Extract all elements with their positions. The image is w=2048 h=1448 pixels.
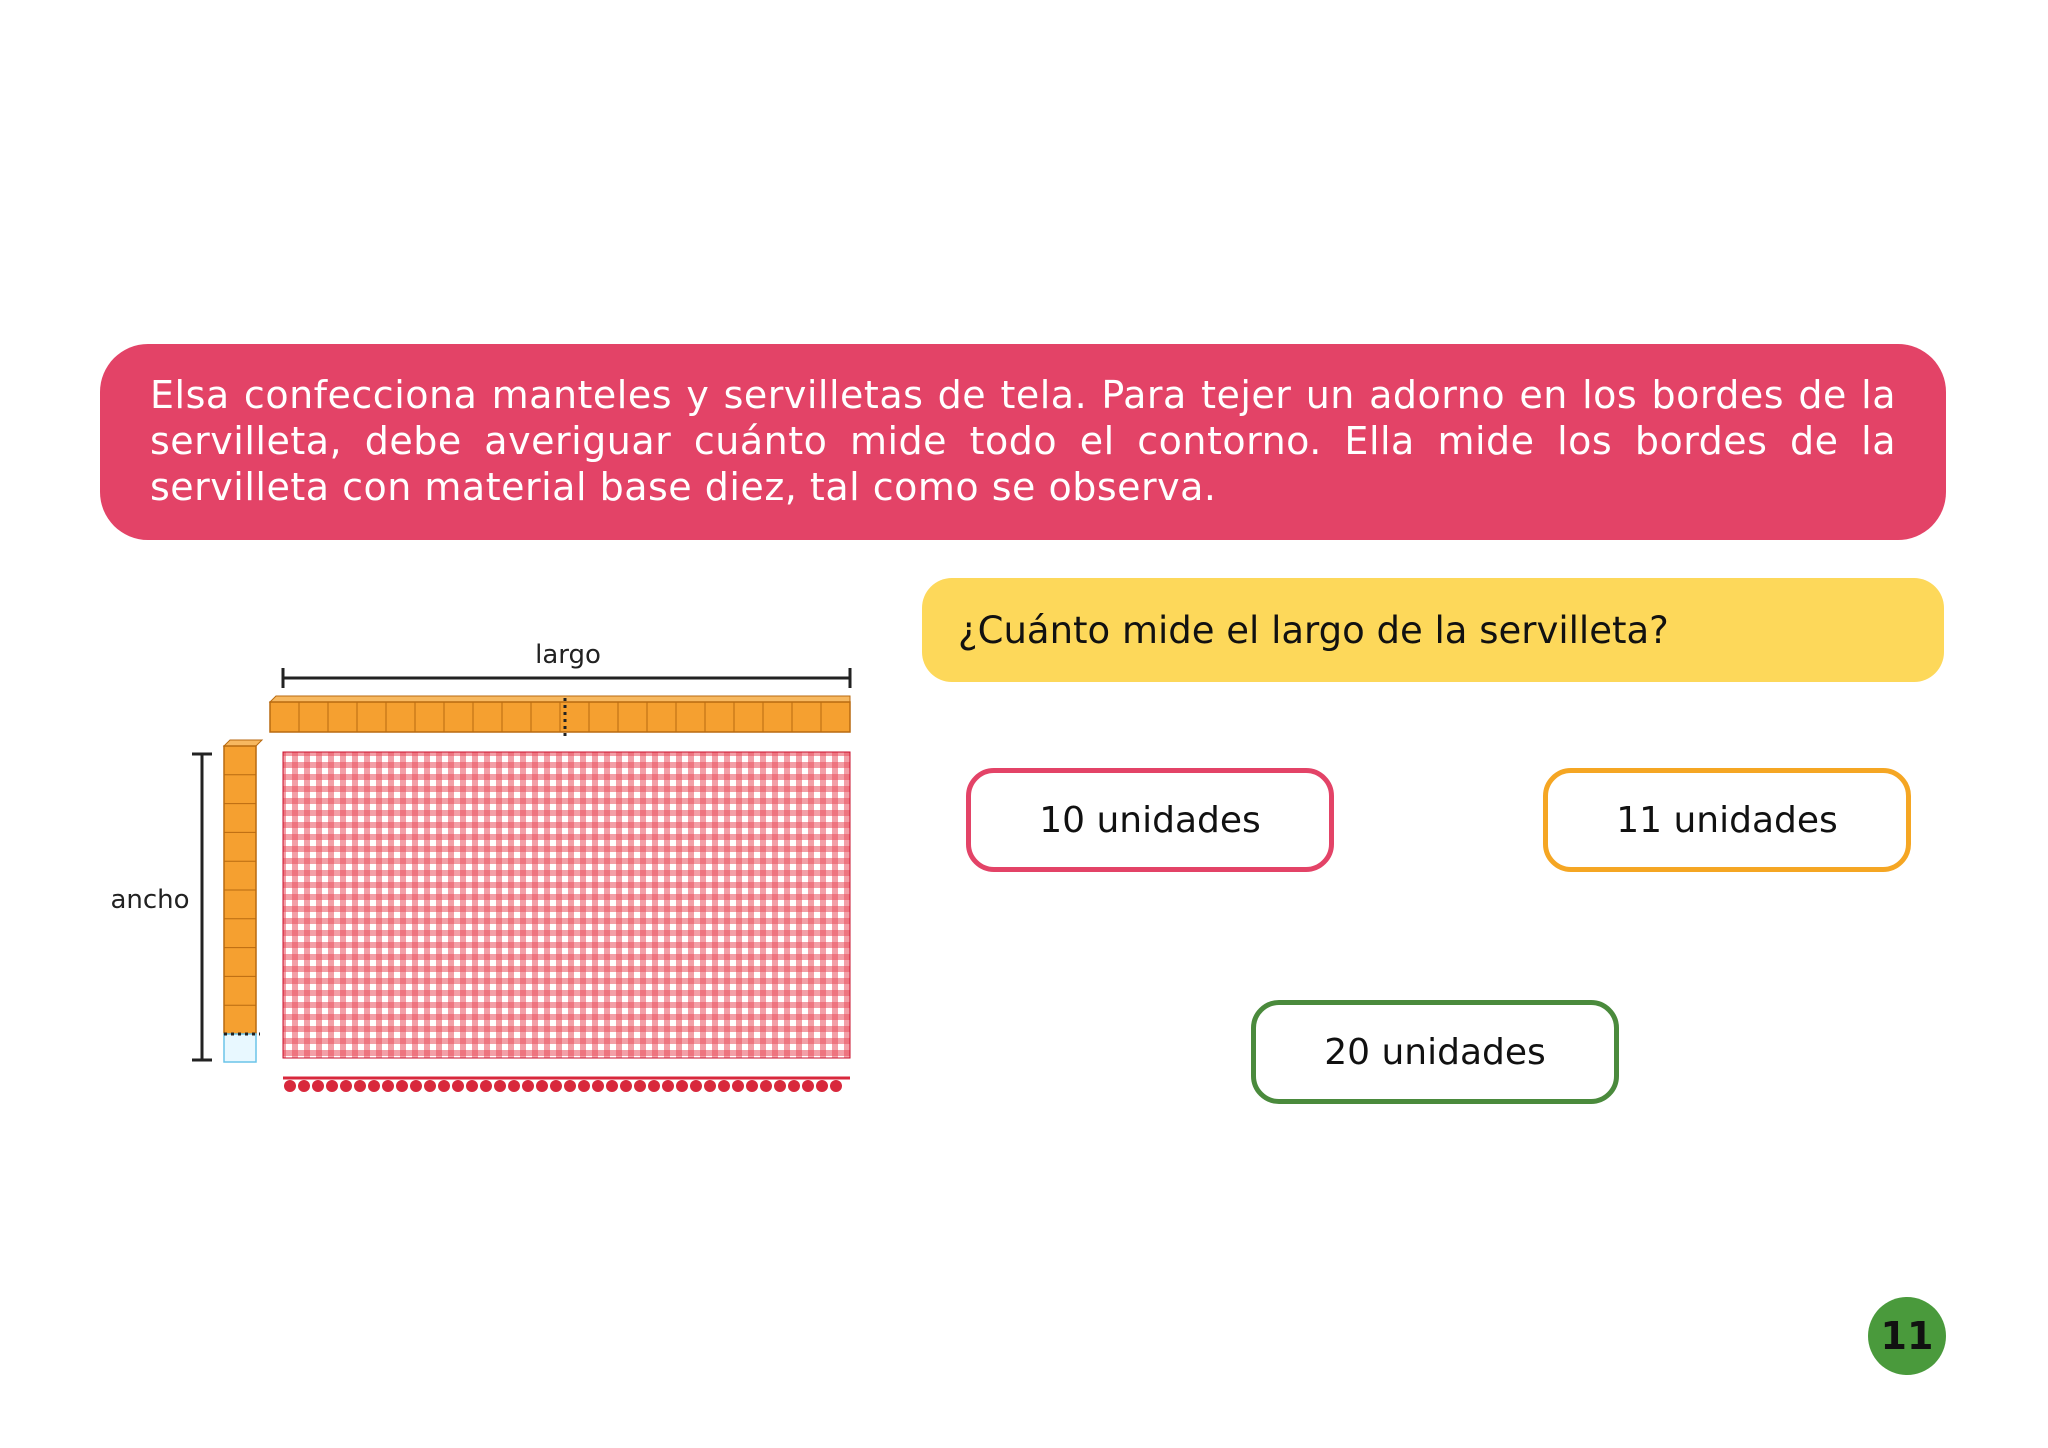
length-label: largo <box>535 640 601 670</box>
answer-option-11-unidades[interactable]: 11 unidades <box>1543 768 1911 872</box>
question-box <box>922 578 1944 682</box>
answer-option-20-unidades[interactable]: 20 unidades <box>1251 1000 1619 1104</box>
pompom-trim <box>284 1080 842 1092</box>
napkin-illustration <box>100 630 860 1100</box>
problem-statement-box <box>100 344 1946 540</box>
horizontal-cube-bar <box>270 696 850 738</box>
answer-option-10-unidades[interactable]: 10 unidades <box>966 768 1334 872</box>
page-number-badge: 11 <box>1868 1297 1946 1375</box>
width-label: ancho <box>110 885 190 915</box>
napkin-measurement-diagram <box>100 630 860 1100</box>
question-text: ¿Cuánto mide el largo de la servilleta? <box>958 608 1669 652</box>
gingham-napkin <box>283 752 850 1058</box>
problem-text: Elsa confecciona manteles y servilletas de tela. Para tejer un adorno en los bordes de la servilleta, debe averiguar cuánto mide todo el contorno. Ella mide los bordes de la servilleta con material base diez, tal como se observa. <box>150 373 1896 509</box>
vertical-cube-bar <box>224 740 262 1062</box>
